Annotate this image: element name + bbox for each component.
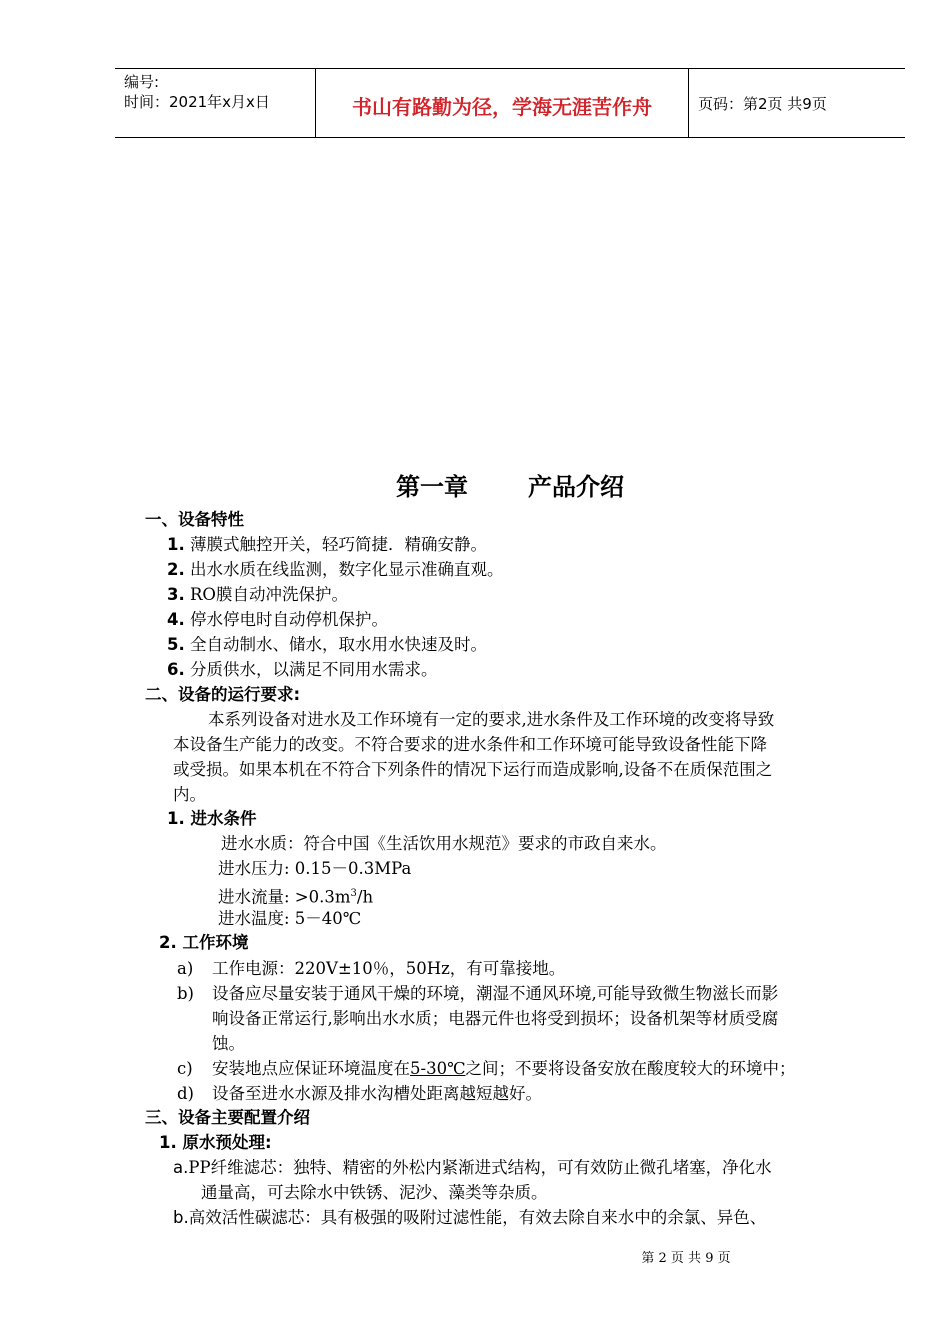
list-item: 5. 全自动制水、储水，取水用水快速及时。: [167, 635, 487, 654]
env-line: 安装地点应保证环境温度在5-30℃之间；不要将设备安放在酸度较大的环境中；: [212, 1059, 796, 1078]
condition-line: 进水流量: $>0.3m^3/h$: [218, 887, 374, 907]
subsection-heading: 1. 进水条件: [167, 809, 257, 828]
list-item: 2. 出水水质在线监测，数字化显示准确直观。: [167, 560, 504, 579]
env-line: 响设备正常运行,影响出水水质；电器元件也将受到损坏；设备机架等材质受腐: [212, 1009, 779, 1028]
condition-line: 进水水质：符合中国《生活饮用水规范》要求的市政自来水。: [221, 834, 667, 853]
list-item: 3. RO膜自动冲洗保护。: [167, 585, 348, 604]
env-label: a): [177, 959, 194, 978]
section-heading: 一、设备特性: [145, 510, 244, 529]
list-item: 4. 停水停电时自动停机保护。: [167, 610, 388, 629]
header-center-cell: [316, 69, 689, 137]
paragraph-line: 或受损。如果本机在不符合下列条件的情况下运行而造成影响,设备不在质保范围之: [173, 760, 773, 779]
env-line: 设备应尽量安装于通风干燥的环境，潮湿不通风环境,可能导致微生物滋长而影: [212, 984, 779, 1003]
list-item: 6. 分质供水，以满足不同用水需求。: [167, 660, 438, 679]
page-header: [115, 68, 905, 138]
page-footer: 第 2 页 共 9 页: [641, 1251, 731, 1266]
config-line: a.PP纤维滤芯：独特、精密的外松内紧渐进式结构，可有效防止微孔堵塞，净化水: [173, 1158, 772, 1177]
env-line: 设备至进水水源及排水沟槽处距离越短越好。: [212, 1084, 542, 1103]
subsection-heading: 1. 原水预处理:: [159, 1133, 272, 1152]
paragraph-line: 本设备生产能力的改变。不符合要求的进水条件和工作环境可能导致设备性能下降: [173, 735, 767, 754]
env-label: c): [177, 1059, 193, 1078]
section-heading: 三、设备主要配置介绍: [145, 1108, 310, 1127]
paragraph-line: 内。: [173, 785, 206, 804]
env-line: 工作电源：220V±10％，50Hz，有可靠接地。: [212, 959, 566, 978]
config-line: b.高效活性碳滤芯：具有极强的吸附过滤性能，有效去除自来水中的余氯、异色、: [173, 1208, 767, 1227]
header-motto: 书山有路勤为径，学海无涯苦作舟: [352, 95, 652, 119]
env-label: b): [177, 984, 194, 1003]
doc-time-label: 时间：2021年x月x日: [124, 93, 270, 111]
paragraph-line: 本系列设备对进水及工作环境有一定的要求,进水条件及工作环境的改变将导致: [208, 710, 775, 729]
subsection-heading: 2. 工作环境: [159, 933, 249, 952]
env-line: 蚀。: [212, 1034, 245, 1053]
header-right-cell: [689, 69, 905, 137]
header-page-label: 页码：第2页 共9页: [698, 95, 827, 113]
list-item: 1. 薄膜式触控开关，轻巧简捷．精确安静。: [167, 535, 487, 554]
condition-line: 进水温度: 5－40℃: [218, 909, 362, 928]
section-heading: 二、设备的运行要求:: [145, 685, 301, 704]
header-left-cell: [115, 69, 316, 137]
chapter-title: [0, 467, 950, 502]
doc-number-label: 编号:: [124, 73, 160, 91]
chapter-name: 产品介绍: [528, 473, 624, 501]
condition-line: 进水压力: 0.15－0.3MPa: [218, 859, 412, 878]
config-line: 通量高，可去除水中铁锈、泥沙、藻类等杂质。: [201, 1183, 548, 1202]
chapter-number: 第一章: [396, 473, 468, 501]
env-label: d): [177, 1084, 194, 1103]
